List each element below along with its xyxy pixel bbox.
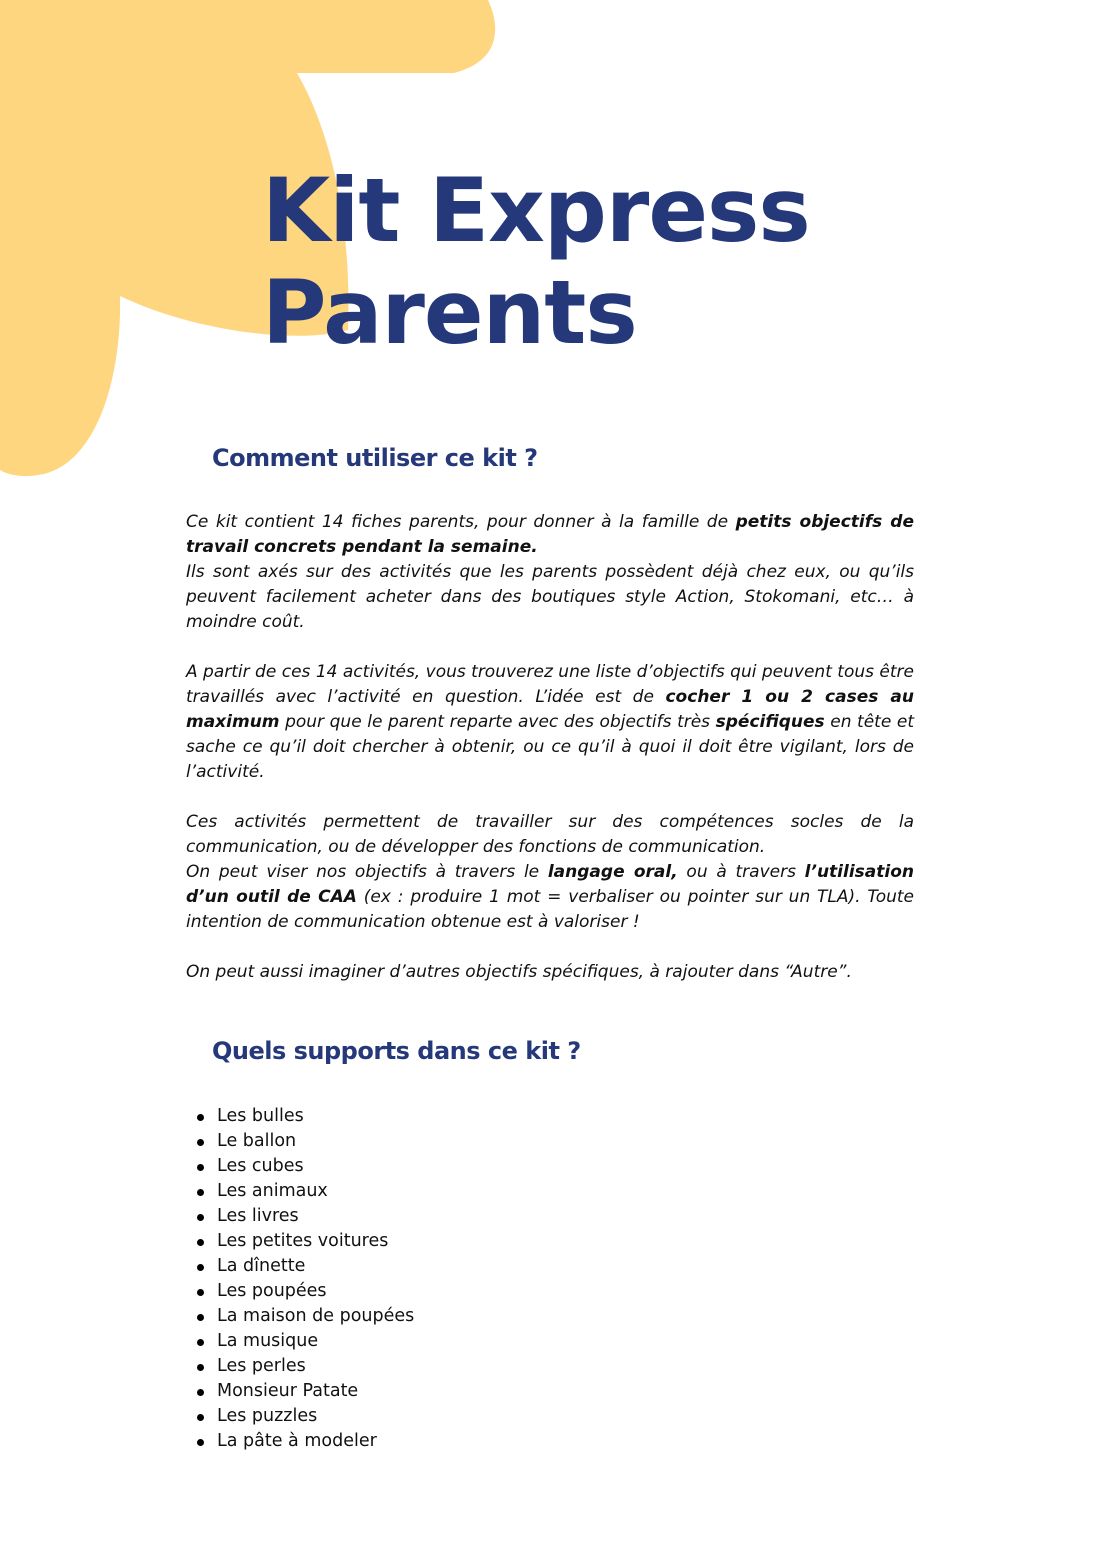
supports-list — [217, 1104, 414, 1454]
title-line-1: Kit Express — [262, 159, 810, 262]
section-heading-usage: Comment utiliser ce kit ? — [212, 444, 538, 472]
intro-paragraph-1 — [186, 510, 914, 635]
text-run: ou à travers — [677, 862, 805, 882]
list-item: Les perles — [217, 1354, 414, 1379]
intro-paragraph-3 — [186, 810, 914, 935]
text-run: A partir de ces 14 activités, vous trouverez une liste d’objectifs qui peuvent tous être travaillés avec l’activité en question. L’idée est de — [186, 662, 914, 707]
bold-run: cocher 1 ou 2 cases au maximum — [186, 687, 914, 732]
bold-run: l’utilisation d’un outil de CAA — [186, 862, 914, 907]
list-item: Les livres — [217, 1204, 414, 1229]
intro-paragraph-4: On peut aussi imaginer d’autres objectifs spécifiques, à rajouter dans “Autre”. — [186, 962, 852, 982]
bold-run: spécifiques — [715, 712, 825, 732]
list-item: Les animaux — [217, 1179, 414, 1204]
list-item: Monsieur Patate — [217, 1379, 414, 1404]
usage-text-block — [186, 510, 914, 985]
list-item: La musique — [217, 1329, 414, 1354]
intro-paragraph-2 — [186, 660, 914, 785]
title-line-2: Parents — [262, 261, 637, 364]
list-item: La dînette — [217, 1254, 414, 1279]
text-run: Ces activités permettent de travailler sur des compétences socles de la communication, ou de développer des fonctions de communication. — [186, 812, 914, 857]
text-run: On peut viser nos objectifs à travers le — [186, 862, 548, 882]
page-title — [262, 160, 810, 364]
list-item: Les puzzles — [217, 1404, 414, 1429]
list-item: La maison de poupées — [217, 1304, 414, 1329]
section-heading-supports: Quels supports dans ce kit ? — [212, 1037, 581, 1065]
text-run: Ils sont axés sur des activités que les parents possèdent déjà chez eux, ou qu’ils peuvent facilement acheter dans des boutiques style Action, Stokomani, etc… à moindre coût. — [186, 562, 914, 632]
list-item: Les poupées — [217, 1279, 414, 1304]
list-item: Les petites voitures — [217, 1229, 414, 1254]
bold-run: petits objectifs de travail concrets pendant la semaine. — [186, 512, 914, 557]
text-run: (ex : produire 1 mot = verbaliser ou pointer sur un TLA). Toute intention de communication obtenue est à valoriser ! — [186, 887, 914, 932]
text-run: Ce kit contient 14 fiches parents, pour donner à la famille de — [186, 512, 736, 532]
list-item: Les cubes — [217, 1154, 414, 1179]
list-item: Le ballon — [217, 1129, 414, 1154]
text-run: en tête et sache ce qu’il doit chercher à obtenir, ou ce qu’il à quoi il doit être vigilant, lors de l’activité. — [186, 712, 914, 782]
list-item: La pâte à modeler — [217, 1429, 414, 1454]
text-run: pour que le parent reparte avec des objectifs très — [279, 712, 716, 732]
bold-run: langage oral, — [547, 862, 678, 882]
list-item: Les bulles — [217, 1104, 414, 1129]
